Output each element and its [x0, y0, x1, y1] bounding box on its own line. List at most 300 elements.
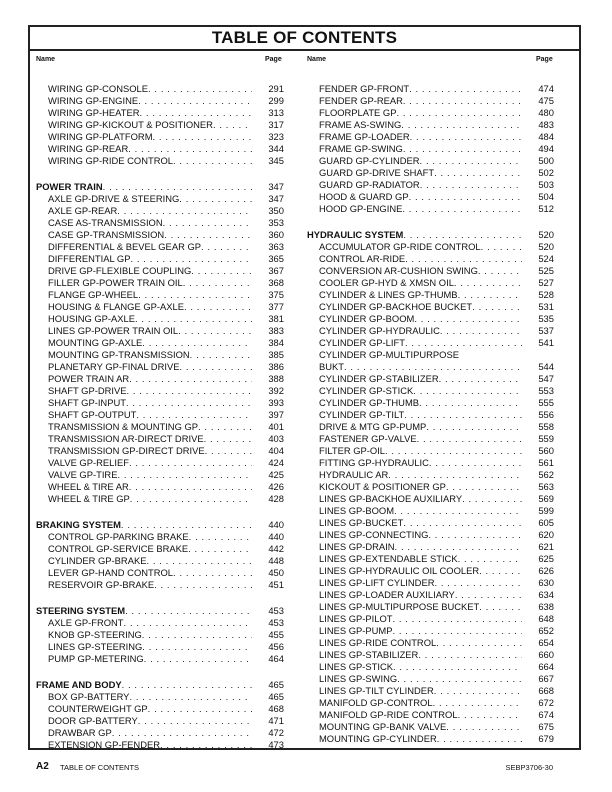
- toc-entry[interactable]: [307, 313, 554, 325]
- entry-page: 638: [538, 601, 554, 612]
- toc-entry[interactable]: [307, 107, 554, 119]
- dot-leader: [163, 217, 252, 229]
- toc-entry[interactable]: [307, 155, 554, 167]
- toc-entry[interactable]: [307, 301, 554, 313]
- dot-leader: [184, 301, 252, 313]
- toc-entry[interactable]: [36, 727, 284, 739]
- toc-entry[interactable]: [307, 143, 554, 155]
- entry-name: FLANGE GP-WHEEL: [48, 289, 139, 300]
- dot-leader: [178, 325, 252, 337]
- entry-name: LINES GP-DRAIN: [319, 541, 395, 552]
- dot-leader: [122, 679, 252, 691]
- entry-name: FITTING GP-HYDRAULIC: [319, 457, 429, 468]
- entry-name: LEVER GP-HAND CONTROL: [48, 567, 174, 578]
- entry-name: CYLINDER GP-THUMB: [319, 397, 420, 408]
- left-page-header: Page: [265, 56, 282, 63]
- entry-page: 668: [538, 685, 554, 696]
- toc-entry[interactable]: [36, 739, 284, 751]
- toc-entry[interactable]: [36, 543, 284, 555]
- dot-leader: [128, 143, 252, 155]
- entry-name: CYLINDER GP-BRAKE: [48, 555, 147, 566]
- dot-leader: [146, 555, 252, 567]
- toc-entry[interactable]: [36, 217, 284, 229]
- entry-name: MOUNTING GP-TRANSMISSION: [48, 349, 190, 360]
- toc-entry[interactable]: [307, 409, 554, 421]
- dot-leader: [434, 577, 522, 589]
- entry-page: 528: [538, 289, 554, 300]
- entry-page: 465: [268, 679, 284, 690]
- toc-entry[interactable]: [36, 361, 284, 373]
- toc-entry[interactable]: [307, 337, 554, 349]
- toc-entry[interactable]: [307, 167, 554, 179]
- dot-leader: [437, 733, 522, 745]
- toc-entry[interactable]: [36, 421, 284, 433]
- toc-entry[interactable]: [307, 83, 554, 95]
- entry-name: CYLINDER GP-STABILIZER: [319, 373, 439, 384]
- dot-leader: [198, 421, 252, 433]
- toc-entry[interactable]: [307, 95, 554, 107]
- toc-entry[interactable]: [36, 409, 284, 421]
- toc-entry[interactable]: [36, 493, 284, 505]
- entry-name: DOOR GP-BATTERY: [48, 715, 138, 726]
- toc-entry[interactable]: [307, 661, 554, 673]
- dot-leader: [403, 517, 522, 529]
- entry-page: 620: [538, 529, 554, 540]
- toc-entry[interactable]: [307, 361, 554, 373]
- entry-name: FRAME AS-SWING: [319, 119, 402, 130]
- entry-page: 537: [538, 325, 554, 336]
- entry-name: CYLINDER GP-BACKHOE BUCKET: [319, 301, 473, 312]
- entry-page: 464: [268, 653, 284, 664]
- dot-leader: [179, 193, 252, 205]
- toc-entry[interactable]: [36, 691, 284, 703]
- toc-entry[interactable]: [36, 397, 284, 409]
- entry-page: 541: [538, 337, 554, 348]
- entry-name: VALVE GP-RELIEF: [48, 457, 129, 468]
- toc-entry[interactable]: [36, 119, 284, 131]
- toc-entry[interactable]: [36, 155, 284, 167]
- dot-leader: [205, 445, 252, 457]
- toc-entry[interactable]: [307, 481, 554, 493]
- toc-entry[interactable]: [307, 541, 554, 553]
- dot-leader: [446, 721, 522, 733]
- dot-leader: [385, 445, 522, 457]
- toc-entry[interactable]: [36, 373, 284, 385]
- entry-page: 625: [538, 553, 554, 564]
- dot-leader: [154, 579, 252, 591]
- entry-name: VALVE GP-TIRE: [48, 469, 118, 480]
- dot-leader: [148, 83, 252, 95]
- entry-page: 621: [538, 541, 554, 552]
- entry-name: MOUNTING GP-AXLE: [48, 337, 143, 348]
- entry-name: CYLINDER GP-MULTIPURPOSE: [319, 349, 459, 360]
- toc-entry[interactable]: [36, 143, 284, 155]
- toc-entry[interactable]: [307, 253, 554, 265]
- toc-entry[interactable]: [307, 433, 554, 445]
- entry-page: 664: [538, 661, 554, 672]
- toc-entry[interactable]: [307, 613, 554, 625]
- toc-entry[interactable]: [307, 421, 554, 433]
- dot-leader: [142, 629, 252, 641]
- toc-entry[interactable]: [36, 349, 284, 361]
- entry-page: 500: [538, 155, 554, 166]
- entry-name: WIRING GP-ENGINE: [48, 95, 139, 106]
- dot-leader: [144, 653, 252, 665]
- dot-leader: [117, 469, 252, 481]
- toc-entry[interactable]: [307, 373, 554, 385]
- toc-entry[interactable]: [307, 577, 554, 589]
- entry-page: 561: [538, 457, 554, 468]
- dot-leader: [478, 265, 522, 277]
- dot-leader: [397, 673, 522, 685]
- toc-entry[interactable]: [307, 265, 554, 277]
- toc-entry[interactable]: [36, 289, 284, 301]
- dot-leader: [136, 409, 252, 421]
- toc-entry[interactable]: [307, 505, 554, 517]
- entry-page: 440: [268, 531, 284, 542]
- dot-leader: [403, 229, 522, 241]
- dot-leader: [401, 119, 522, 131]
- entry-page: 563: [538, 481, 554, 492]
- entry-name: SHAFT GP-OUTPUT: [48, 409, 137, 420]
- toc-entry[interactable]: [36, 579, 284, 591]
- toc-entry[interactable]: [307, 637, 554, 649]
- entry-page: 483: [538, 119, 554, 130]
- toc-entry[interactable]: [307, 457, 554, 469]
- entry-name: DIFFERENTIAL GP: [48, 253, 131, 264]
- toc-entry[interactable]: [36, 617, 284, 629]
- entry-page: 525: [538, 265, 554, 276]
- dot-leader: [410, 131, 522, 143]
- entry-page: 347: [268, 193, 284, 204]
- entry-page: 504: [538, 191, 554, 202]
- toc-entry[interactable]: [307, 241, 554, 253]
- dot-leader: [418, 649, 522, 661]
- toc-section-heading[interactable]: [36, 519, 284, 531]
- dot-leader: [434, 167, 522, 179]
- toc-entry[interactable]: [36, 445, 284, 457]
- toc-entry[interactable]: [36, 193, 284, 205]
- toc-entry[interactable]: [36, 253, 284, 265]
- dot-leader: [138, 95, 252, 107]
- entry-page: 555: [538, 397, 554, 408]
- entry-name: LINES GP-STABILIZER: [319, 649, 419, 660]
- toc-entry[interactable]: [36, 325, 284, 337]
- dot-leader: [124, 617, 252, 629]
- toc-section-heading[interactable]: [307, 229, 554, 241]
- entry-name: HOUSING GP-AXLE: [48, 313, 135, 324]
- entry-name: LINES GP-PUMP: [319, 625, 393, 636]
- entry-page: 381: [268, 313, 284, 324]
- toc-entry[interactable]: [36, 567, 284, 579]
- dot-leader: [142, 641, 252, 653]
- entry-page: 404: [268, 445, 284, 456]
- toc-entry[interactable]: [307, 349, 554, 361]
- toc-entry[interactable]: [307, 625, 554, 637]
- entry-name: KICKOUT & POSITIONER GP: [319, 481, 446, 492]
- entry-page: 323: [268, 131, 284, 142]
- toc-entry[interactable]: [307, 203, 554, 215]
- dot-leader: [436, 637, 522, 649]
- entry-name: ACCUMULATOR GP-RIDE CONTROL: [319, 241, 481, 252]
- toc-section-heading[interactable]: [36, 181, 284, 193]
- entry-page: 428: [268, 493, 284, 504]
- entry-page: 344: [268, 143, 284, 154]
- entry-name: LINES GP-EXTENDABLE STICK: [319, 553, 458, 564]
- dot-leader: [140, 107, 253, 119]
- entry-name: HYDRAULIC SYSTEM: [307, 229, 404, 240]
- entry-name: LINES GP-BOOM: [319, 505, 395, 516]
- toc-entry[interactable]: [36, 301, 284, 313]
- entry-name: GUARD GP-RADIATOR: [319, 179, 420, 190]
- entry-page: 520: [538, 229, 554, 240]
- dot-leader: [148, 703, 252, 715]
- toc-entry[interactable]: [307, 493, 554, 505]
- entry-page: 599: [538, 505, 554, 516]
- dot-leader: [204, 433, 252, 445]
- entry-page: 553: [538, 385, 554, 396]
- entry-page: 377: [268, 301, 284, 312]
- toc-entry[interactable]: [36, 457, 284, 469]
- toc-entry[interactable]: [307, 385, 554, 397]
- entry-page: 472: [268, 727, 284, 738]
- entry-name: GUARD GP-CYLINDER: [319, 155, 420, 166]
- entry-name: AXLE GP-FRONT: [48, 617, 124, 628]
- entry-name: CYLINDER GP-TILT: [319, 409, 405, 420]
- dot-leader: [403, 143, 522, 155]
- entry-page: 363: [268, 241, 284, 252]
- dot-leader: [201, 241, 252, 253]
- toc-entry[interactable]: [307, 445, 554, 457]
- toc-entry[interactable]: [36, 107, 284, 119]
- dot-leader: [417, 433, 522, 445]
- entry-page: 531: [538, 301, 554, 312]
- dot-leader: [393, 661, 522, 673]
- entry-name: LINES GP-TILT CYLINDER: [319, 685, 434, 696]
- entry-name: WIRING GP-REAR: [48, 143, 129, 154]
- entry-name: LINES GP-LOADER AUXILIARY: [319, 589, 455, 600]
- toc-entry[interactable]: [307, 553, 554, 565]
- toc-entry[interactable]: [307, 469, 554, 481]
- entry-name: BUKT: [319, 361, 345, 372]
- entry-page: 392: [268, 385, 284, 396]
- toc-entry[interactable]: [36, 629, 284, 641]
- entry-page: 473: [268, 739, 284, 750]
- entry-name: LINES GP-STEERING: [48, 641, 143, 652]
- toc-entry[interactable]: [36, 83, 284, 95]
- entry-page: 494: [538, 143, 554, 154]
- entry-name: PUMP GP-METERING: [48, 653, 144, 664]
- entry-name: AXLE GP-DRIVE & STEERING: [48, 193, 180, 204]
- toc-entry[interactable]: [36, 229, 284, 241]
- toc-entry[interactable]: [36, 653, 284, 665]
- entry-name: LINES GP-HYDRAULIC OIL COOLER: [319, 565, 480, 576]
- entry-name: HOOD GP-ENGINE: [319, 203, 403, 214]
- entry-name: DRIVE & MTG GP-PUMP: [319, 421, 427, 432]
- entry-name: GUARD GP-DRIVE SHAFT: [319, 167, 435, 178]
- entry-name: WIRING GP-CONSOLE: [48, 83, 149, 94]
- toc-entry[interactable]: [36, 703, 284, 715]
- entry-page: 660: [538, 649, 554, 660]
- entry-page: 317: [268, 119, 284, 130]
- entry-name: BOX GP-BATTERY: [48, 691, 130, 702]
- dot-leader: [454, 277, 522, 289]
- entry-page: 654: [538, 637, 554, 648]
- entry-name: PLANETARY GP-FINAL DRIVE: [48, 361, 180, 372]
- dot-leader: [472, 301, 522, 313]
- entry-name: TRANSMISSION GP-DIRECT DRIVE: [48, 445, 205, 456]
- entry-name: CONTROL AR-RIDE: [319, 253, 406, 264]
- toc-entry[interactable]: [307, 289, 554, 301]
- dot-leader: [388, 469, 522, 481]
- footer-doc-number: SEBP3706-30: [505, 763, 553, 772]
- dot-leader: [403, 95, 522, 107]
- entry-page: 442: [268, 543, 284, 554]
- entry-page: 353: [268, 217, 284, 228]
- dot-leader: [121, 519, 252, 531]
- dot-leader: [117, 205, 252, 217]
- entry-page: 674: [538, 709, 554, 720]
- toc-entry[interactable]: [307, 119, 554, 131]
- entry-name: WHEEL & TIRE GP: [48, 493, 130, 504]
- entry-name: HOUSING & FLANGE GP-AXLE: [48, 301, 184, 312]
- toc-entry[interactable]: [307, 397, 554, 409]
- dot-leader: [213, 119, 252, 131]
- toc-entry[interactable]: [36, 241, 284, 253]
- entry-page: 367: [268, 265, 284, 276]
- dot-leader: [160, 739, 252, 751]
- entry-name: COOLER GP-HYD & XMSN OIL: [319, 277, 454, 288]
- entry-page: 544: [538, 361, 554, 372]
- dot-leader: [344, 361, 522, 373]
- toc-entry[interactable]: [36, 481, 284, 493]
- dot-leader: [392, 625, 522, 637]
- entry-name: SHAFT GP-DRIVE: [48, 385, 127, 396]
- entry-page: 558: [538, 421, 554, 432]
- entry-page: 386: [268, 361, 284, 372]
- toc-entry[interactable]: [307, 565, 554, 577]
- dot-leader: [126, 385, 252, 397]
- entry-page: 634: [538, 589, 554, 600]
- toc-entry[interactable]: [307, 709, 554, 721]
- entry-page: 313: [268, 107, 284, 118]
- footer-page-number: A2: [36, 761, 49, 772]
- toc-entry[interactable]: [307, 179, 554, 191]
- entry-name: WHEEL & TIRE AR: [48, 481, 129, 492]
- entry-page: 424: [268, 457, 284, 468]
- toc-entry[interactable]: [307, 191, 554, 203]
- toc-entry[interactable]: [36, 337, 284, 349]
- dot-leader: [396, 107, 522, 119]
- entry-page: 426: [268, 481, 284, 492]
- toc-entry[interactable]: [307, 325, 554, 337]
- entry-page: 448: [268, 555, 284, 566]
- entry-name: FLOORPLATE GP: [319, 107, 397, 118]
- dot-leader: [189, 531, 252, 543]
- dot-leader: [126, 397, 252, 409]
- toc-entry[interactable]: [36, 277, 284, 289]
- toc-entry[interactable]: [307, 649, 554, 661]
- entry-name: CYLINDER GP-HYDRAULIC: [319, 325, 440, 336]
- toc-entry[interactable]: [36, 715, 284, 727]
- entry-page: 401: [268, 421, 284, 432]
- entry-name: FILTER GP-OIL: [319, 445, 385, 456]
- toc-entry[interactable]: [307, 277, 554, 289]
- dot-leader: [455, 589, 522, 601]
- toc-entry[interactable]: [36, 205, 284, 217]
- toc-entry[interactable]: [36, 433, 284, 445]
- toc-entry[interactable]: [36, 131, 284, 143]
- entry-name: SHAFT GP-INPUT: [48, 397, 126, 408]
- toc-entry[interactable]: [36, 265, 284, 277]
- toc-entry[interactable]: [307, 517, 554, 529]
- dot-leader: [429, 457, 522, 469]
- entry-name: TRANSMISSION AR-DIRECT DRIVE: [48, 433, 204, 444]
- toc-entry[interactable]: [307, 529, 554, 541]
- entry-name: LINES GP-BACKHOE AUXILIARY: [319, 493, 463, 504]
- toc-entry[interactable]: [36, 469, 284, 481]
- toc-entry[interactable]: [36, 641, 284, 653]
- entry-page: 350: [268, 205, 284, 216]
- entry-name: FRAME GP-SWING: [319, 143, 403, 154]
- dot-leader: [413, 385, 522, 397]
- toc-entry[interactable]: [36, 531, 284, 543]
- toc-entry[interactable]: [307, 721, 554, 733]
- toc-entry[interactable]: [307, 131, 554, 143]
- entry-page: 524: [538, 253, 554, 264]
- entry-page: 560: [538, 445, 554, 456]
- dot-leader: [394, 505, 522, 517]
- dot-leader: [434, 685, 522, 697]
- entry-page: 562: [538, 469, 554, 480]
- dot-leader: [446, 481, 522, 493]
- entry-name: DRIVE GP-FLEXIBLE COUPLING: [48, 265, 192, 276]
- entry-name: WIRING GP-RIDE CONTROL: [48, 155, 174, 166]
- entry-name: STEERING SYSTEM: [36, 605, 126, 616]
- entry-name: MOUNTING GP-CYLINDER: [319, 733, 437, 744]
- dot-leader: [190, 349, 252, 361]
- toc-entry[interactable]: [307, 601, 554, 613]
- entry-name: AXLE GP-REAR: [48, 205, 118, 216]
- toc-entry[interactable]: [36, 95, 284, 107]
- dot-leader: [179, 361, 252, 373]
- toc-entry[interactable]: [307, 733, 554, 745]
- entry-page: 512: [538, 203, 554, 214]
- entry-name: CYLINDER & LINES GP-THUMB: [319, 289, 458, 300]
- toc-entry[interactable]: [36, 385, 284, 397]
- toc-entry[interactable]: [307, 685, 554, 697]
- toc-section-heading[interactable]: [36, 605, 284, 617]
- dot-leader: [481, 241, 522, 253]
- entry-page: 453: [268, 617, 284, 628]
- dot-leader: [129, 373, 252, 385]
- entry-name: LINES GP-BUCKET: [319, 517, 404, 528]
- toc-entry[interactable]: [36, 313, 284, 325]
- toc-entry[interactable]: [307, 589, 554, 601]
- toc-section-heading[interactable]: [36, 679, 284, 691]
- entry-page: 547: [538, 373, 554, 384]
- toc-entry[interactable]: [307, 697, 554, 709]
- entry-page: 667: [538, 673, 554, 684]
- entry-name: LINES GP-PILOT: [319, 613, 393, 624]
- toc-entry[interactable]: [36, 555, 284, 567]
- entry-page: 679: [538, 733, 554, 744]
- entry-page: 503: [538, 179, 554, 190]
- dot-leader: [420, 155, 522, 167]
- toc-entry[interactable]: [307, 673, 554, 685]
- entry-page: 468: [268, 703, 284, 714]
- toc-left-column: [36, 83, 284, 751]
